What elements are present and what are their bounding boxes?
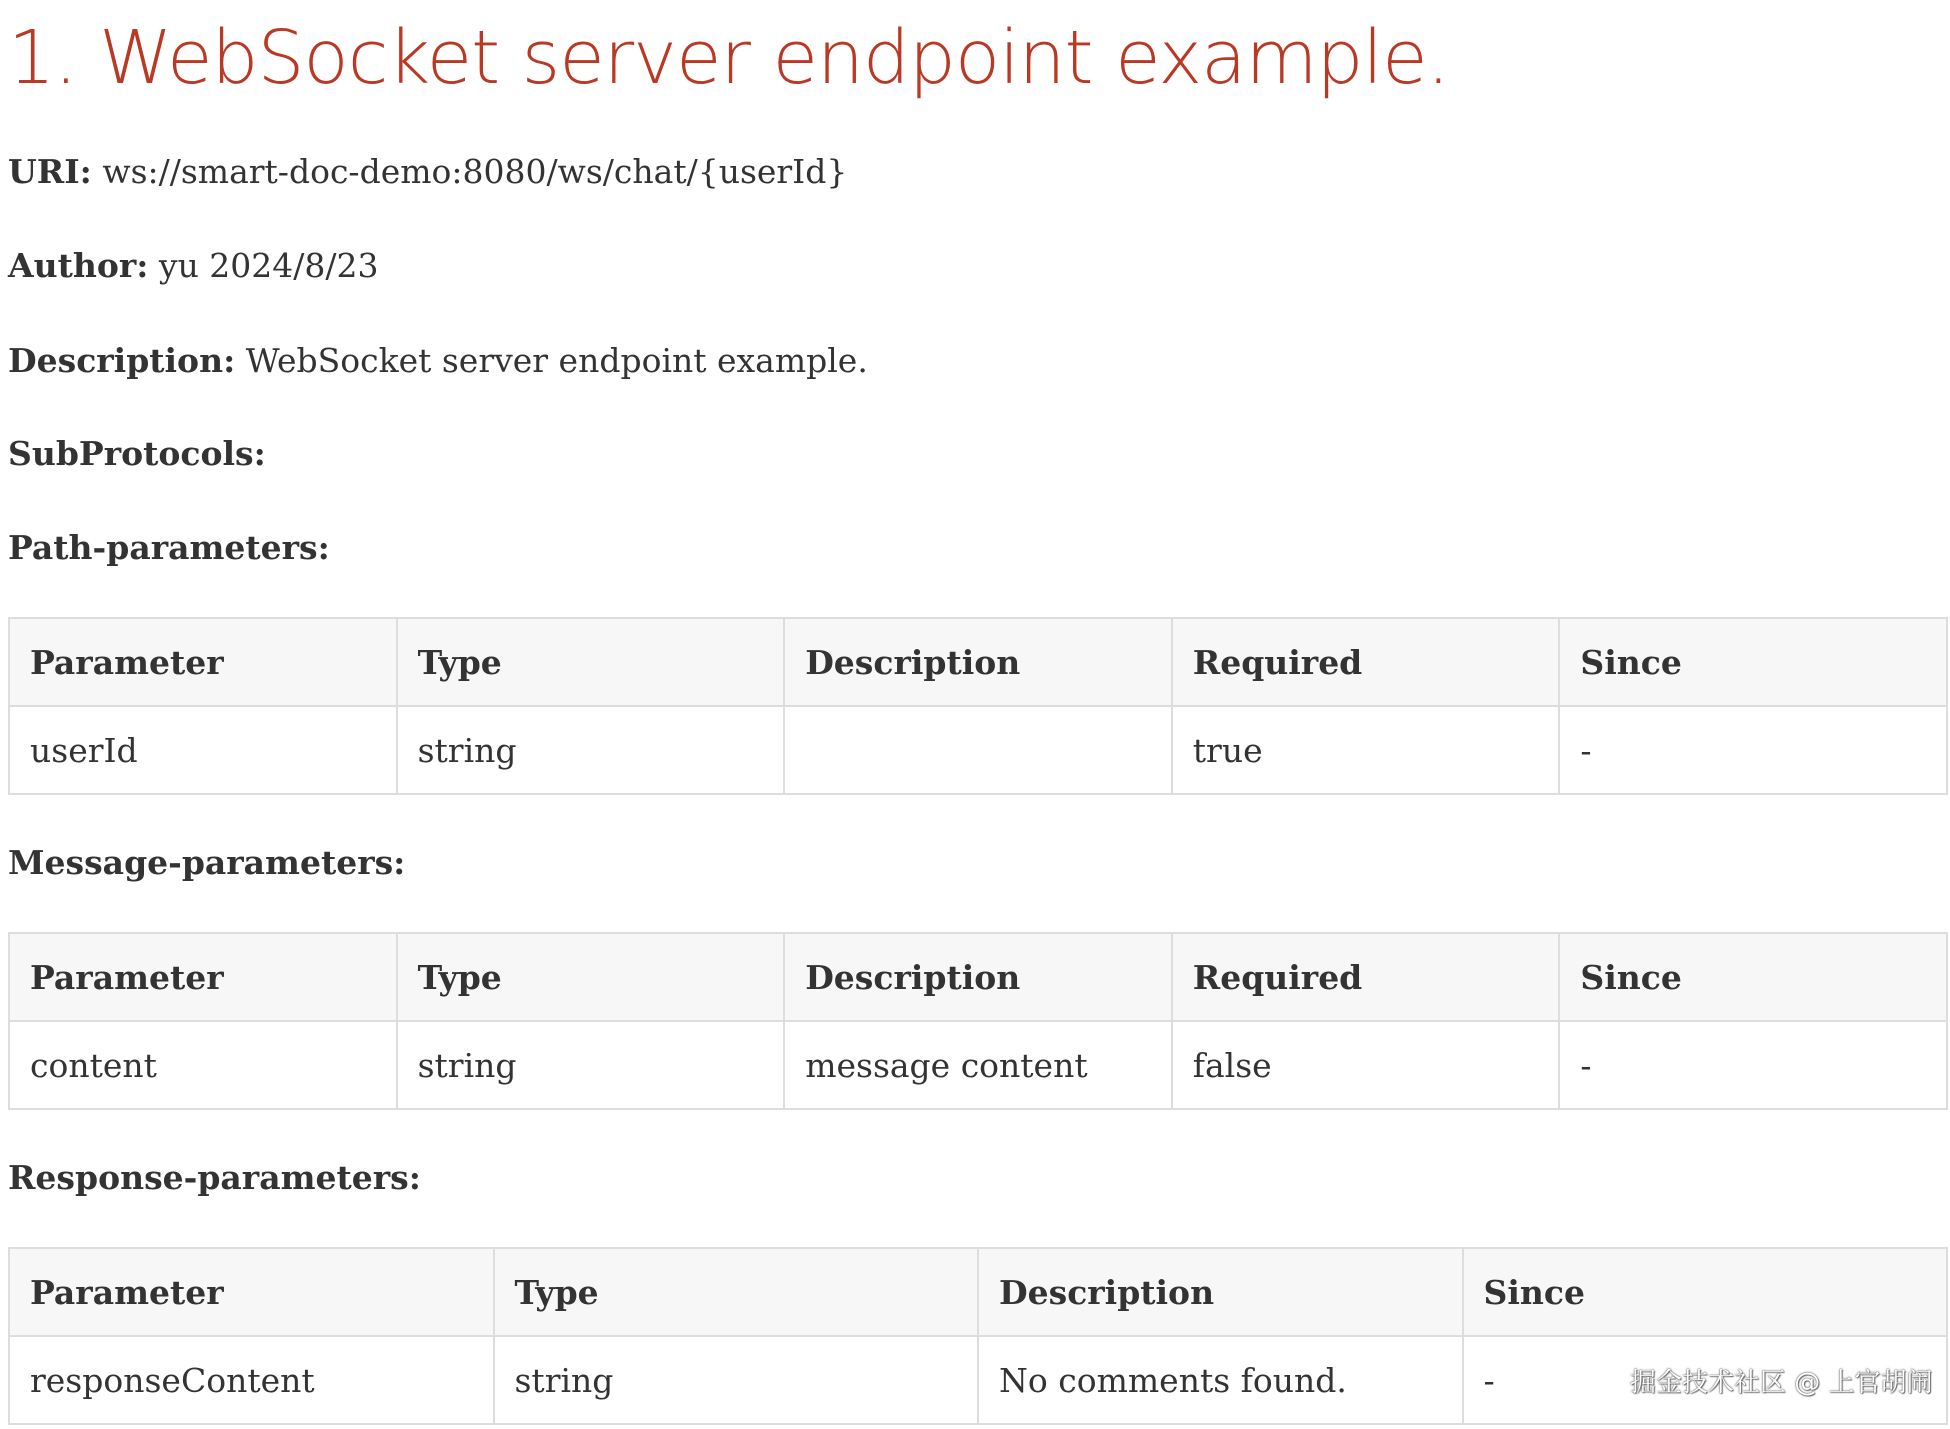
column-header: Description xyxy=(784,618,1172,706)
table-header-row xyxy=(9,618,1947,706)
author-value: yu 2024/8/23 xyxy=(158,246,379,285)
column-header: Since xyxy=(1463,1248,1948,1336)
column-header: Description xyxy=(978,1248,1463,1336)
table-cell: - xyxy=(1463,1336,1948,1424)
column-header: Since xyxy=(1559,618,1947,706)
column-header: Type xyxy=(494,1248,979,1336)
column-header: Parameter xyxy=(9,618,397,706)
path-parameters-table xyxy=(8,617,1948,795)
column-header: Required xyxy=(1172,933,1560,1021)
table-cell: true xyxy=(1172,706,1560,794)
column-header: Since xyxy=(1559,933,1947,1021)
subprotocols-label: SubProtocols: xyxy=(8,434,266,473)
page-title: 1. WebSocket server endpoint example. xyxy=(8,15,1450,101)
table-header-row xyxy=(9,1248,1947,1336)
table-cell: string xyxy=(397,1021,785,1109)
description-label: Description: xyxy=(8,341,236,380)
author-label: Author: xyxy=(8,246,149,285)
table-cell: - xyxy=(1559,1021,1947,1109)
table-cell: string xyxy=(397,706,785,794)
table-row xyxy=(9,706,1947,794)
message-parameters-heading: Message-parameters: xyxy=(8,843,406,882)
description-value: WebSocket server endpoint example. xyxy=(245,341,868,380)
column-header: Required xyxy=(1172,618,1560,706)
table-cell: userId xyxy=(9,706,397,794)
table-row xyxy=(9,1021,1947,1109)
uri-label: URI: xyxy=(8,152,92,191)
uri-value: ws://smart-doc-demo:8080/ws/chat/{userId} xyxy=(102,152,848,191)
column-header: Type xyxy=(397,618,785,706)
table-header-row xyxy=(9,933,1947,1021)
column-header: Type xyxy=(397,933,785,1021)
message-parameters-table xyxy=(8,932,1948,1110)
table-cell: No comments found. xyxy=(978,1336,1463,1424)
uri-line xyxy=(8,152,847,192)
description-line xyxy=(8,341,868,381)
watermark-text: 掘金技术社区 @ 上官胡闹 xyxy=(1630,1368,1933,1398)
response-parameters-heading: Response-parameters: xyxy=(8,1158,421,1197)
column-header: Parameter xyxy=(9,1248,494,1336)
table-cell: string xyxy=(494,1336,979,1424)
table-cell xyxy=(784,706,1172,794)
author-line xyxy=(8,246,379,286)
column-header: Parameter xyxy=(9,933,397,1021)
subprotocols-line xyxy=(8,434,266,474)
path-parameters-heading: Path-parameters: xyxy=(8,528,330,567)
table-cell: content xyxy=(9,1021,397,1109)
table-cell: - xyxy=(1559,706,1947,794)
column-header: Description xyxy=(784,933,1172,1021)
table-cell: responseContent xyxy=(9,1336,494,1424)
table-cell: message content xyxy=(784,1021,1172,1109)
table-cell: false xyxy=(1172,1021,1560,1109)
